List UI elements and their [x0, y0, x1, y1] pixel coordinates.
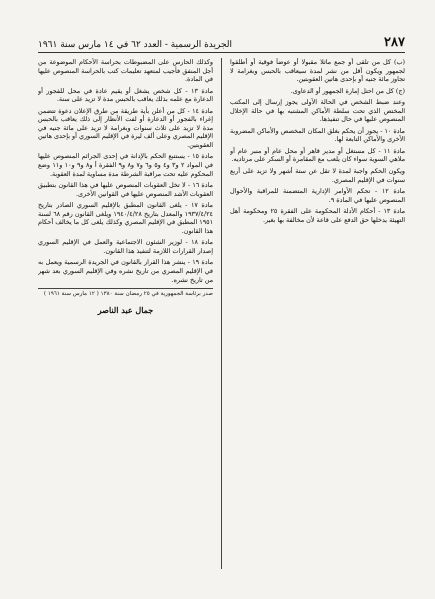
paragraph: مادة ١٦ - لا تخل العقوبات المنصوص عليها في هذا القانون بتطبيق العقوبات الأشد المنصوص عليها في القوانين الأخرى. — [38, 181, 213, 198]
paragraph: (ج) كل من احتل إمارة الجمهور أو الدعاوى. — [290, 86, 405, 95]
paragraph: مادة ١٤ - كل من أعلن بأية طريقة من طرق الإعلان دعوة تتضمن إغراء بالفجور أو الدعارة أو لفت الأنظار إلى ذلك يعاقب بالحبس مدة لا تزيد على ثلاث سنوات وبغرامة لا تزيد على مائة جنيه في الإقليم المصري وعلى ألف ليرة في الإقليم السوري أو بإحدى هاتين العقوبتين. — [38, 106, 213, 149]
paragraph: مادة ١٨ - لوزير الشئون الاجتماعية والعمل في الإقليم السوري إصدار القرارات اللازمة لتنفيذ هذا القانون. — [38, 238, 213, 255]
issuance-footnote: صدر برئاسة الجمهورية في ٢٥ رمضان سنة ١٣٨٠ ( ١٢ مارس سنة ١٩٦١ ) — [38, 288, 213, 298]
paragraph: مادة ١٩ - ينشر هذا القرار بالقانون في الجريدة الرسمية ويعمل به في الإقليم المصري من تاريخ نشره وفي الإقليم السوري بعد شهر من تاريخ نشره. — [38, 258, 213, 284]
right-column — [230, 58, 405, 569]
paragraph: مادة ١٥ - يستتبع الحكم بالإدانة في إحدى الجرائم المنصوص عليها في المواد ٢ و٣ و٤ و٥ و٦ و٧ و٨ و٩ الفقرة أ و٨ و٩ و١٠ و١١ وضع المحكوم عليه تحت مراقبة الشرطة مدة مساوية لمدة العقوبة. — [38, 152, 213, 178]
paragraph: وعند ضبط الشخص في الحالة الأولى يجوز إرسال إلى المكتب المختص الذي تحت سلطة الأماكن المشتبه بها في حالة الإخلال المنصوص عليها في حال تنفيذها. — [230, 98, 405, 124]
column-divider — [221, 58, 222, 569]
two-column-body — [38, 58, 405, 569]
page-header — [38, 34, 405, 53]
paragraph: مادة ١١ - كل مستغل أو مدير قاهر أو محل عام أو منبر عام أو ملاهي السوية سواء كان يلعب مع المقامرة أو السكر على مرتاديه. — [230, 146, 405, 164]
paragraph: مادة ١٣ - كل شخص يشغل أو يقيم عادة في محل للفجور أو الدعارة مع علمه بذلك يعاقب بالحبس مدة لا تزيد على سنة. — [38, 86, 213, 104]
paragraph: (ب) كل من تلقى أو جمع ماثلا مقبولا أو عوضاً فوقية أو أطلقوا لجمهور ويكون أقل من نشر لمدة سيعاقب بالحبس وبغرامة لا تجاوز مائة جنيه أو بإحدى هاتين العقوبتين. — [230, 58, 405, 84]
running-title: الجريدة الرسمية - العدد ٦٢ في ١٤ مارس سنة ١٩٦١ — [38, 40, 233, 50]
paragraph: مادة ١٧ - يلغى القانون المطبق بالإقليم السوري الصادر بتاريخ ١٩٣٧/٤/٢٤ والمعدل بتاريخ ١٩٤٠/٤/٢٨ ويلغى القانون رقم ٦٨ لسنة ١٩٥١ المطبق في الإقليم المصري وكذلك يلغى كل ما يخالف أحكام هذا القانون. — [38, 201, 213, 235]
paragraph: مادة ١٠ - يجوز أن يحكم بغلق المكان المخصص والأماكن المضروبة الأخرى والأماكن التابعة لها. — [230, 126, 405, 144]
signature: جمال عبد الناصر — [97, 305, 154, 316]
page-number: ٢٨٧ — [384, 35, 405, 50]
paragraph: مادة ١٢ - تحكم الأوامر الإدارية المتضمنة للمراقبة والأحوال المنصوص عليها في المادة ٩. — [230, 187, 405, 204]
left-column — [38, 58, 213, 569]
paragraph: مادة ١٣ - أحكام الأدلة المحكومة على الفقرة ٢٥ ومحكومة أهل التهيئة يدخلها حق الدفع على قاعة لأن مخالفة بها بغير. — [230, 207, 405, 224]
paragraph: ويكون الحكم واجبة لمدة لا تقل عن ستة أشهر ولا تزيد على أربع سنوات في الإقليم المصري. — [230, 167, 405, 184]
paragraph: وكذلك الحارس على المضبوطات بحراسة الأحكام الموضوعة من أجل المنفق فأجيب لمتعهد تعليمات كتب بالحراسة المنصوص عليها في المادة. — [38, 58, 213, 84]
